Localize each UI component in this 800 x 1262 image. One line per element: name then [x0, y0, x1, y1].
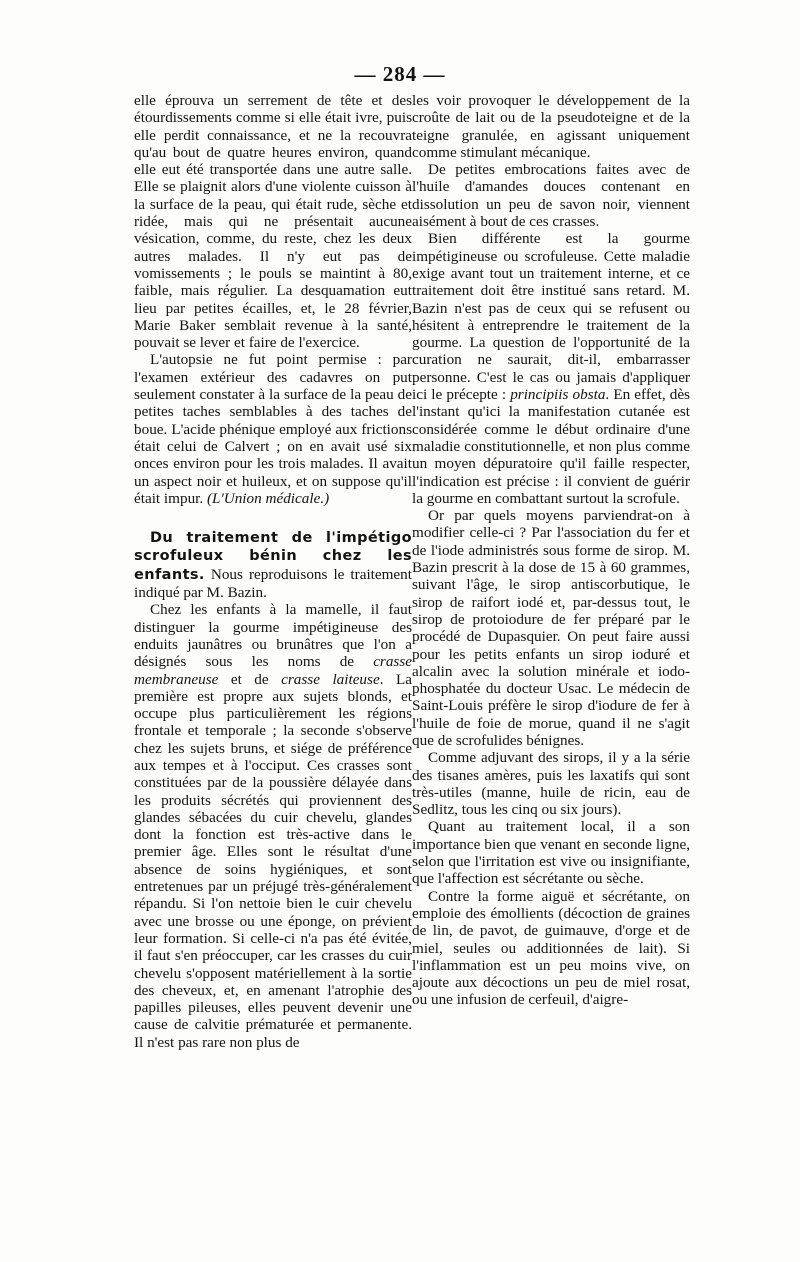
italic-term: crasse membraneuse: [134, 653, 412, 688]
italic-term: principiis obsta: [510, 386, 606, 404]
section-title: Du traitement de l'impétigo scrofuleux bénin chez les enfants.: [134, 530, 412, 583]
paragraph: Comme adjuvant des sirops, il y a la série des tisanes amères, puis les laxatifs qui sont très-utiles (manne, huile de ricin, eau de Sedlitz, tous les cinq ou six jours).: [412, 749, 690, 819]
paragraph: Contre la forme aiguë et sécrétante, on emploie des émollients (décoction de graines de lin, de pavot, de guimauve, d'orge et de miel, seules ou additionnées de lait). Si l'inflammation est un peu moins vive, on ajoute aux décoctions un peu de miel rosat, ou une infusion de cerfeuil, d'aigre-: [412, 887, 690, 1009]
paragraph-text: L'autopsie ne fut point permise : par l'examen extérieur des cadavres on put seulement constater à la surface de la peau de petites taches semblables à des taches de boue. L'acide phénique employé aux frictions était celui de Calvert ; on en avait usé six onces environ pour les trois malades. Il avait un aspect noir et huileux, et on suppose qu'il était impur.: [134, 351, 412, 507]
paragraph-text: . En effet, dès l'instant qu'ici la manifestation cutanée est considérée comme le début ordinaire d'une maladie constitutionnelle, et non plus comme un moyen dépuratoire qu'il faille respecter, l'indication est précise : il convient de guérir la gourme en combattant surtout la scrofule.: [412, 386, 690, 507]
italic-term: crasse laiteuse: [281, 670, 380, 688]
source-citation: (L'Union médicale.): [206, 489, 330, 507]
paragraph-text: Chez les enfants à la mamelle, il faut distinguer la gourme impétigineuse des enduits jaunâtres ou brunâtres que l'on a désignés sous les noms de: [134, 601, 412, 671]
paragraph: Or par quels moyens parviendrat-on à modifier celle-ci ? Par l'association du fer et de l'iode administrés sous forme de sirop. M. Bazin prescrit à la dose de 15 à 60 grammes, suivant l'âge, le sirop antiscorbutique, le sirop de raifort iodé et, par-dessus tout, le sirop de protoiodure de fer préparé par le procédé de Dupasquier. On peut faire aussi pour les petits enfants un sirop ioduré et alcalin avec la solution minérale et iodo-phosphatée du docteur Usac. Le médecin de Saint-Louis préfère le sirop d'iodure de fer à l'huile de foie de morue, quand il ne s'agit que de scrofulides bénignes.: [412, 507, 690, 749]
paragraph-text: Bien différente est la gourme impétigineuse ou scrofuleuse. Cette maladie exige avant tout un traitement interne, et ce traitement doit être institué sans retard. M. Bazin n'est pas de ceux qui se refusent ou hésitent à entreprendre le traitement de la gourme. La question de l'opportunité de la curation ne saurait, dit-il, embarrasser personne. C'est le cas ou jamais d'appliquer ici le précepte :: [412, 230, 690, 404]
left-column: [134, 92, 412, 1051]
paragraph: les voir provoquer le développement de la croûte de lait ou de la pseudoteigne et de la teigne granulée, en agissant uniquement comme stimulant mécanique.: [412, 92, 690, 161]
paragraph: elle éprouva un serrement de tête et des étourdissements comme si elle était ivre, puis elle perdit connaissance, et ne la recouvra qu'au bout de quatre heures environ, quand elle eut été transportée dans une autre salle. Elle se plaignit alors d'une violente cuisson à la surface de la peau, qui était rude, sèche et ridée, mais qui ne présentait aucune vésication, comme, du reste, chez les deux autres malades. Il n'y eut pas de vomissements ; le pouls se maintint à 80, faible, mais régulier. La desquamation eut lieu par petites écailles, et, le 28 février, Marie Baker semblait revenue à la santé, pouvait se lever et faire de l'exercice.: [134, 92, 412, 352]
paragraph: Quant au traitement local, il a son importance bien que venant en seconde ligne, selon que l'irritation est vive ou insignifiante, que l'affection est sécrétante ou sèche.: [412, 818, 690, 888]
section-heading-paragraph: [134, 529, 412, 601]
paragraph-text: et de: [218, 670, 282, 688]
paragraph-text: . La première est propre aux sujets blonds, et occupe plus particulièrement les régions frontale et temporale ; la seconde s'observe chez les sujets bruns, et siége de préférence aux tempes et à l'occiput. Ces crasses sont constituées par de la poussière délayée dans les produits sécrétés qui proviennent des glandes sébacées du cuir chevelu, glandes dont la fonction est très-active dans le premier âge. Elles sont le résultat d'une absence de soins hygiéniques, et sont entretenues par un préjugé très-généralement répandu. Si l'on nettoie bien le cuir chevelu avec une brosse ou une éponge, on prévient leur formation. Si celle-ci n'a pas été évitée, il faut s'en préoccuper, car les crasses du cuir chevelu s'opposent matériellement à la sortie des cheveux, et, en amenant l'atrophie des papilles pileuses, elles peuvent devenir une cause de calvitie prématurée et permanente. Il n'est pas rare non plus de: [134, 670, 412, 1051]
page-number: — 284 —: [354, 62, 446, 86]
right-column: [412, 92, 690, 1009]
paragraph: [134, 351, 412, 507]
paragraph: De petites embrocations faites avec de l'huile d'amandes douces contenant en dissolution un peu de savon noir, viennent aisément à bout de ces crasses.: [412, 161, 690, 231]
paragraph: [412, 230, 690, 507]
paragraph: [134, 601, 412, 1051]
section-intro-text: Nous reproduisons le traitement indiqué par M. Bazin.: [134, 565, 412, 602]
